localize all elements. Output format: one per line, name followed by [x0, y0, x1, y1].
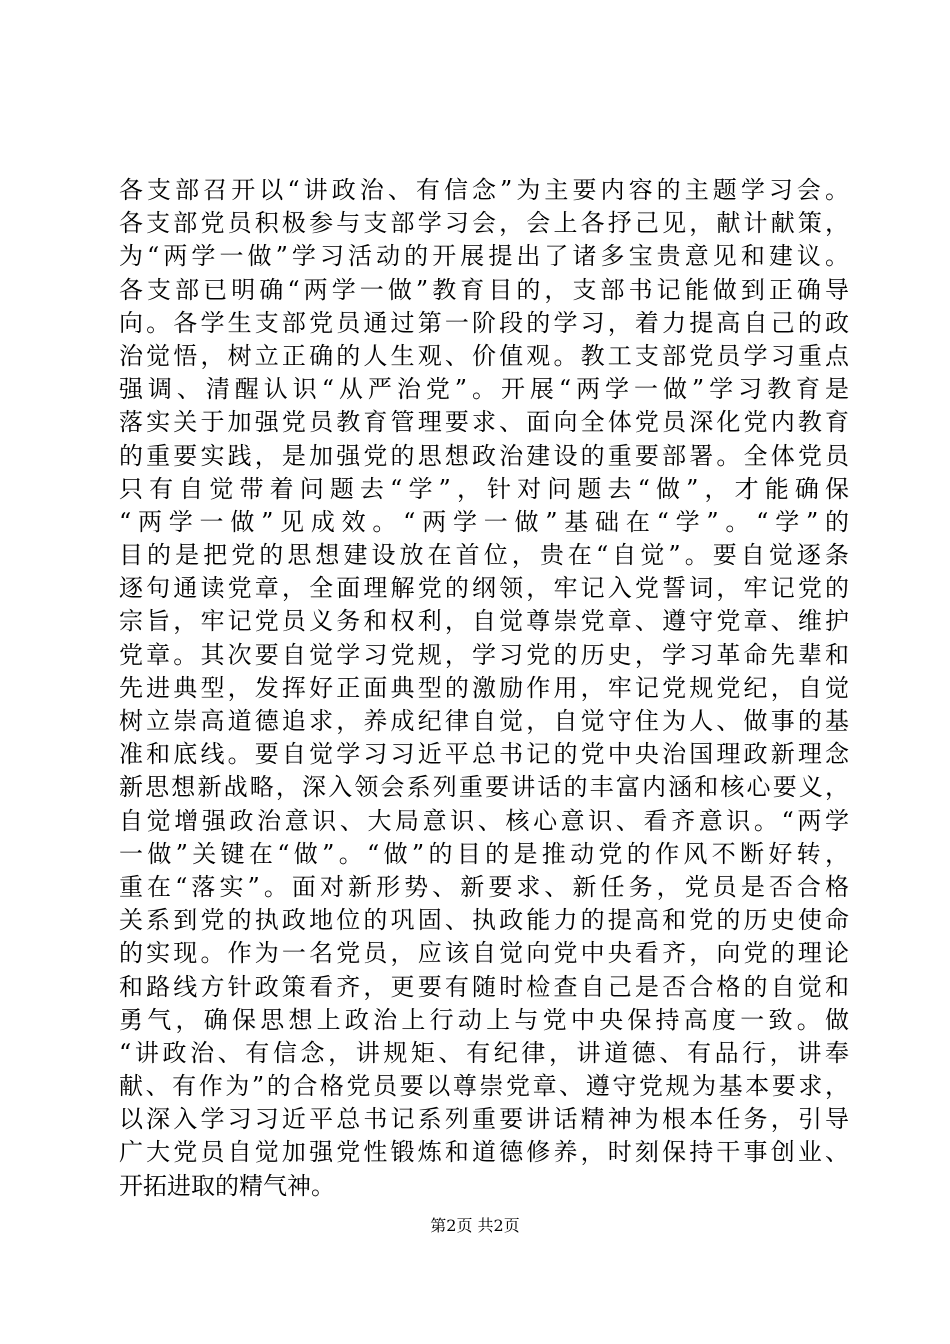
text-line: 准和底线。要自觉学习习近平总书记的党中央治国理政新理念	[119, 740, 849, 769]
text-line: 宗旨，牢记党员义务和权利，自觉尊崇党章、遵守党章、维护	[119, 607, 849, 636]
text-line: 献、有作为”的合格党员要以尊崇党章、遵守党规为基本要求，	[119, 1072, 849, 1101]
text-line: 治觉悟，树立正确的人生观、价值观。教工支部党员学习重点	[119, 341, 849, 370]
text-line: 目的是把党的思想建设放在首位，贵在“自觉”。要自觉逐条	[119, 541, 849, 570]
text-line: 落实关于加强党员教育管理要求、面向全体党员深化党内教育	[119, 408, 849, 437]
text-line: 以深入学习习近平总书记系列重要讲话精神为根本任务，引导	[119, 1105, 849, 1134]
text-line: 和路线方针政策看齐，更要有随时检查自己是否合格的自觉和	[119, 972, 849, 1001]
text-line: 的实现。作为一名党员，应该自觉向党中央看齐，向党的理论	[119, 939, 849, 968]
text-line: “两学一做”见成效。“两学一做”基础在“学”。“学”的	[119, 507, 849, 536]
text-line: 只有自觉带着问题去“学”，针对问题去“做”，才能确保	[119, 474, 849, 503]
text-line: 党章。其次要自觉学习党规，学习党的历史，学习革命先辈和	[119, 640, 849, 669]
text-line: 各支部已明确“两学一做”教育目的，支部书记能做到正确导	[119, 275, 849, 304]
text-line: 一做”关键在“做”。“做”的目的是推动党的作风不断好转，	[119, 839, 849, 868]
text-line: 新思想新战略，深入领会系列重要讲话的丰富内涵和核心要义，	[119, 773, 849, 802]
text-line: 广大党员自觉加强党性锻炼和道德修养，时刻保持干事创业、	[119, 1138, 849, 1167]
text-line: 重在“落实”。面对新形势、新要求、新任务，党员是否合格	[119, 872, 849, 901]
text-line: “讲政治、有信念，讲规矩、有纪律，讲道德、有品行，讲奉	[119, 1038, 849, 1067]
text-line: 为“两学一做”学习活动的开展提出了诸多宝贵意见和建议。	[119, 242, 849, 271]
text-line: 向。各学生支部党员通过第一阶段的学习，着力提高自己的政	[119, 308, 849, 337]
text-line: 树立崇高道德追求，养成纪律自觉，自觉守住为人、做事的基	[119, 707, 849, 735]
text-line: 勇气，确保思想上政治上行动上与党中央保持高度一致。做	[119, 1005, 849, 1034]
text-line: 自觉增强政治意识、大局意识、核心意识、看齐意识。“两学	[119, 806, 849, 835]
text-line: 开拓进取的精气神。	[119, 1171, 335, 1200]
page-footer: 第2页 共2页	[430, 1216, 520, 1235]
text-line: 的重要实践，是加强党的思想政治建设的重要部署。全体党员	[119, 441, 849, 470]
text-line: 逐句通读党章，全面理解党的纲领，牢记入党誓词，牢记党的	[119, 574, 849, 603]
text-line: 强调、清醒认识“从严治党”。开展“两学一做”学习教育是	[119, 375, 849, 404]
text-line: 各支部召开以“讲政治、有信念”为主要内容的主题学习会。	[119, 176, 849, 204]
body-paragraph	[119, 174, 849, 1203]
text-line: 关系到党的执政地位的巩固、执政能力的提高和党的历史使命	[119, 906, 849, 935]
text-line: 先进典型，发挥好正面典型的激励作用，牢记党规党纪，自觉	[119, 673, 849, 702]
text-line: 各支部党员积极参与支部学习会，会上各抒己见，献计献策，	[119, 209, 849, 238]
